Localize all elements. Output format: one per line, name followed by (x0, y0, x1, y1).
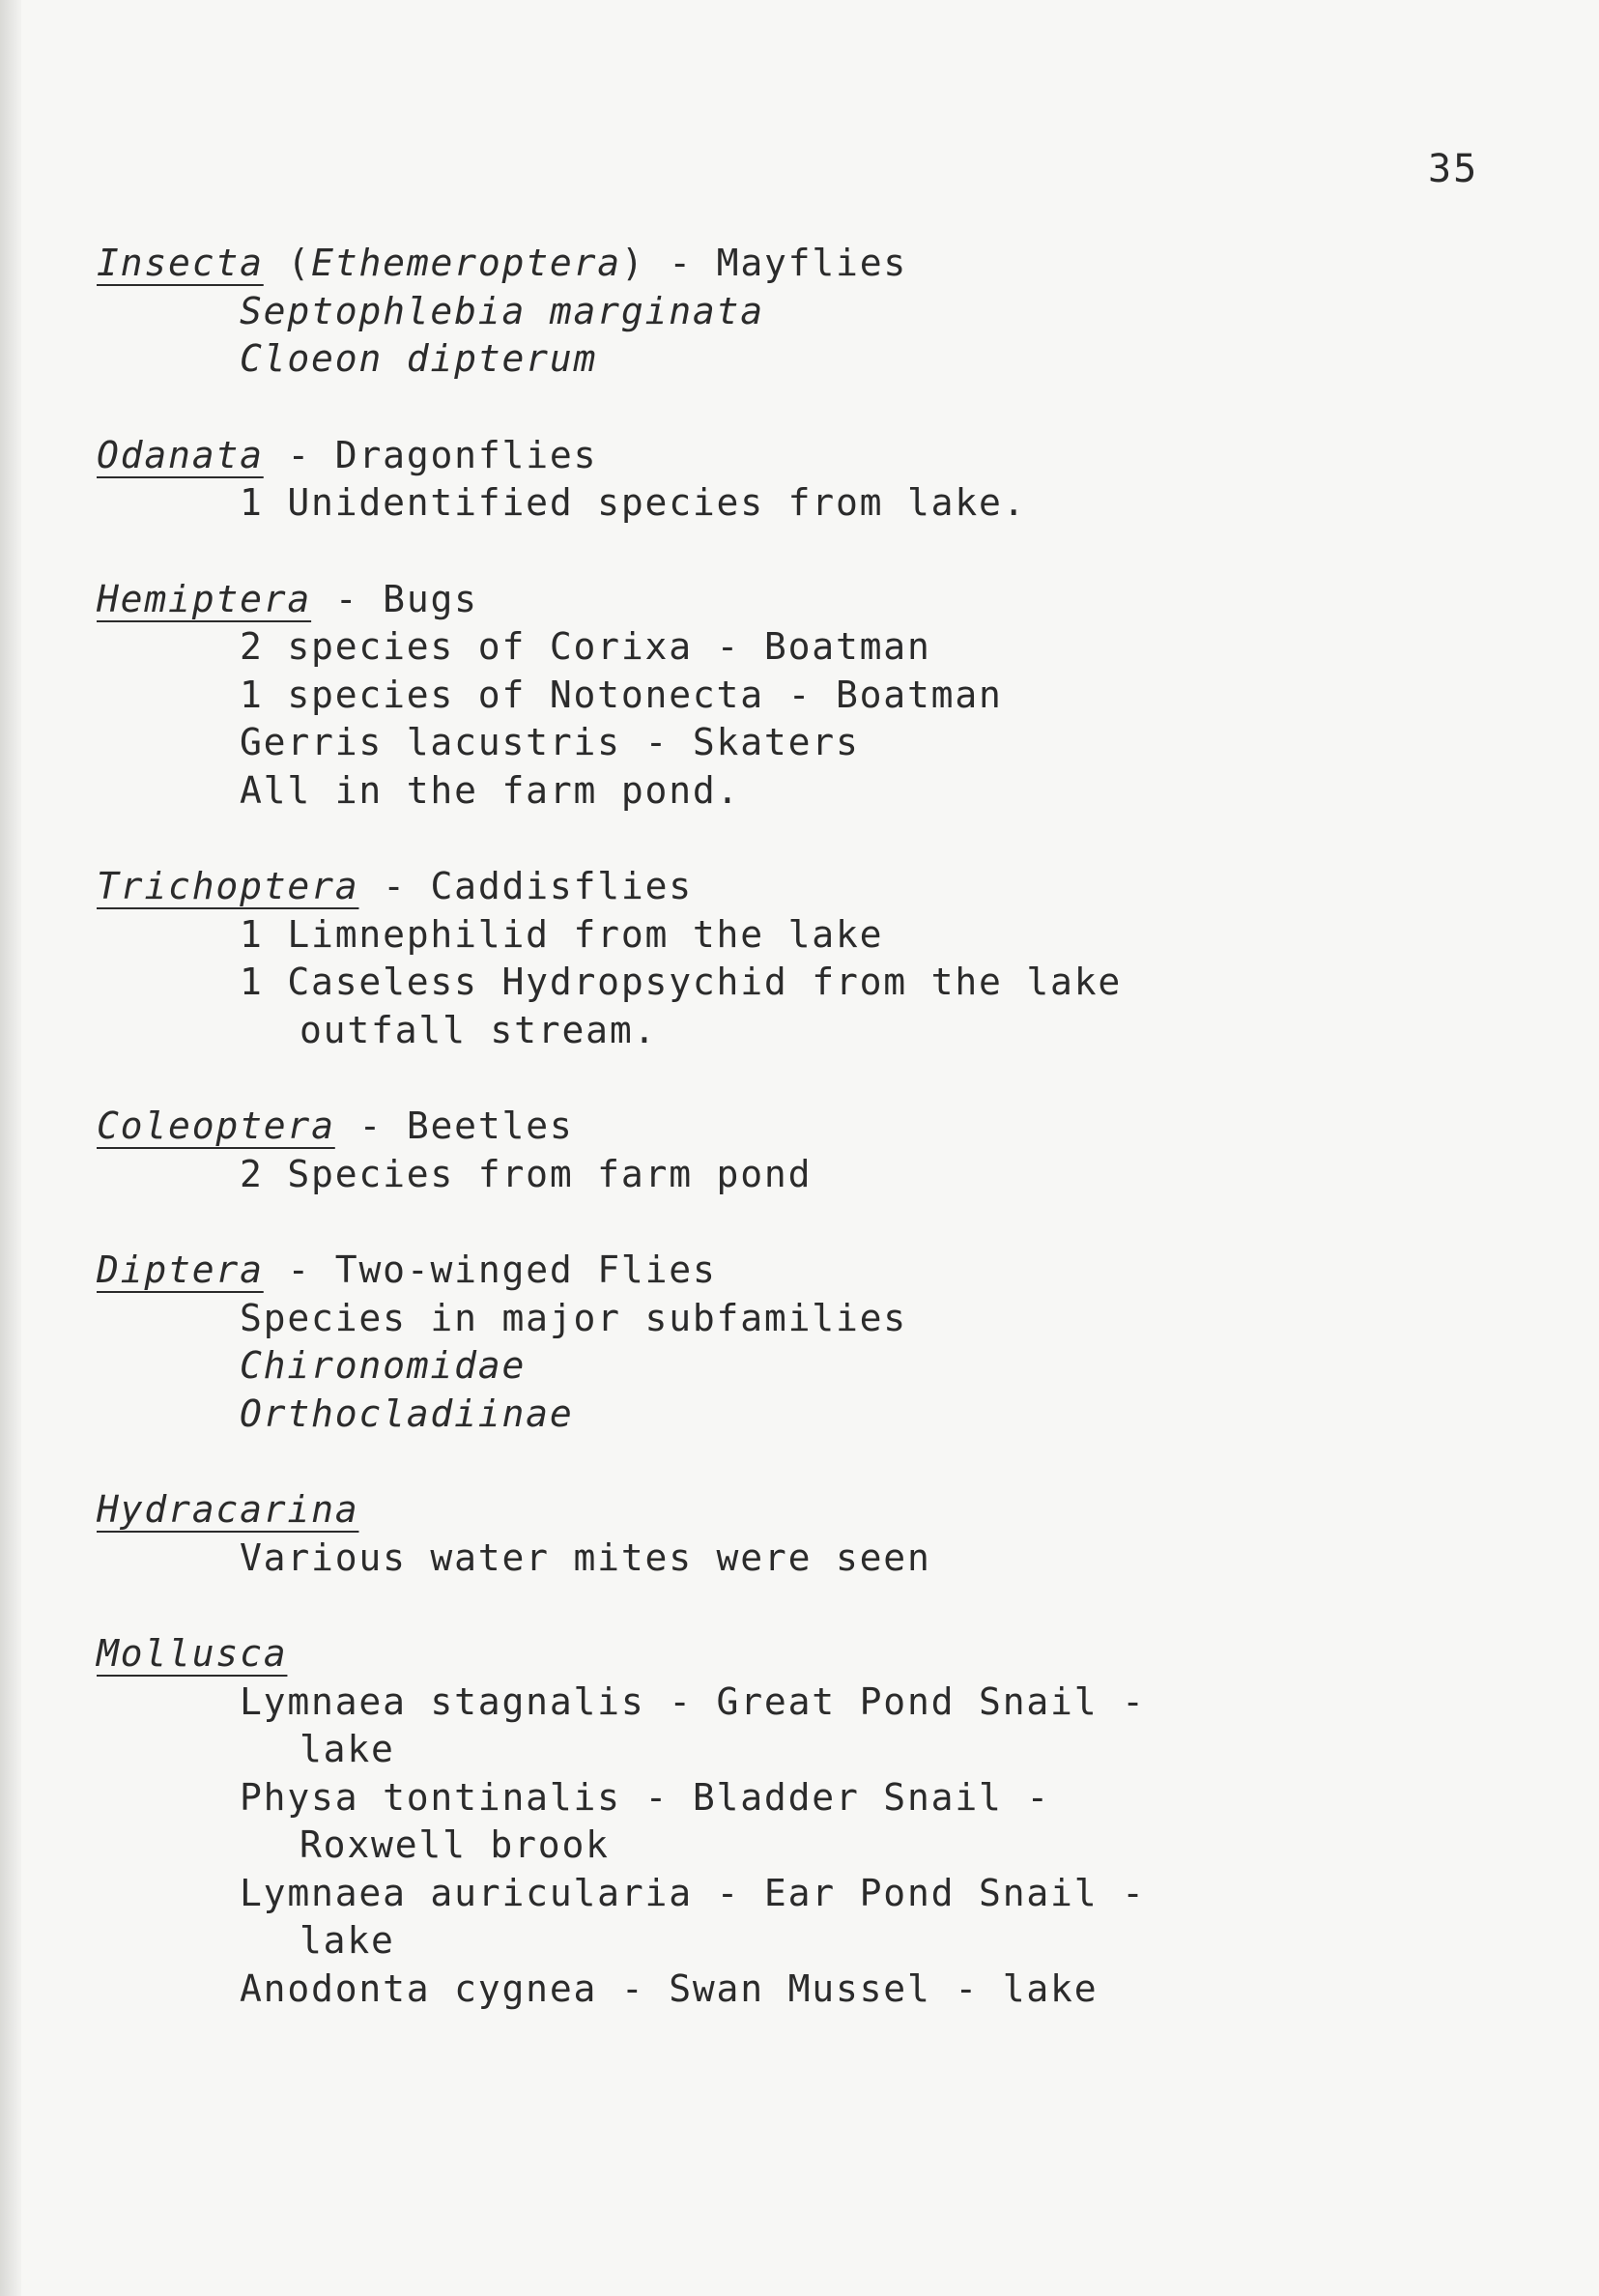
taxon-name: Odanata (97, 433, 264, 476)
species-line: 1 Limnephilid from the lake (240, 912, 884, 956)
species-line: 2 species of Corixa - Boatman (240, 625, 931, 668)
species-line: Physa tontinalis - Bladder Snail - (240, 1775, 1051, 1819)
species-line: Lymnaea auricularia - Ear Pond Snail - (240, 1871, 1146, 1914)
species-line: 1 Caseless Hydropsychid from the lake (240, 961, 1123, 1003)
section-insecta (97, 240, 1488, 384)
section-hydracarina (97, 1486, 1488, 1582)
section-heading (97, 1630, 1488, 1679)
section-heading (97, 1247, 1488, 1295)
section-diptera (97, 1247, 1488, 1438)
section-heading (97, 576, 1488, 624)
page-number: 35 (1428, 147, 1479, 191)
taxon-name: Mollusca (97, 1632, 288, 1675)
species-line: 2 Species from farm pond (240, 1152, 813, 1195)
species-line-continuation: lake (300, 1728, 395, 1770)
species-line: Lymnaea stagnalis - Great Pond Snail - (240, 1679, 1146, 1723)
species-list (97, 240, 1488, 2061)
heading-common-name: - Beetles (334, 1105, 574, 1147)
species-line: 1 Unidentified species from lake. (240, 481, 1027, 524)
section-trichoptera (97, 863, 1488, 1054)
species-line: Gerris lacustris - Skaters (240, 721, 860, 763)
species-line: Orthocladiinae (240, 1392, 574, 1435)
species-line: Cloeon dipterum (240, 337, 598, 380)
section-odanata (97, 432, 1488, 528)
taxon-name: Trichoptera (97, 865, 359, 907)
species-line: Various water mites were seen (240, 1535, 931, 1579)
taxon-name: Diptera (97, 1248, 264, 1291)
section-heading (97, 432, 1488, 480)
section-mollusca (97, 1630, 1488, 2013)
species-line: Chironomidae (240, 1344, 527, 1387)
species-line: All in the farm pond. (240, 768, 741, 812)
species-line-continuation: outfall stream. (300, 1008, 658, 1051)
taxon-name: Insecta (97, 242, 264, 284)
taxon-order: Ethemeroptera (311, 242, 621, 284)
species-line-continuation: lake (300, 1919, 395, 1962)
taxon-name: Hemiptera (97, 577, 312, 620)
species-line-continuation: Roxwell brook (300, 1823, 610, 1866)
section-coleoptera (97, 1103, 1488, 1198)
heading-common-name: - Bugs (311, 577, 478, 620)
section-heading: Insecta (Ethemeroptera) - Mayflies (97, 242, 908, 284)
heading-common-name: - Two-winged Flies (263, 1248, 717, 1291)
taxon-name: Coleoptera (97, 1105, 335, 1147)
section-hemiptera (97, 576, 1488, 816)
species-line: Septophlebia marginata (240, 289, 764, 332)
heading-common-name: - Caddisflies (358, 865, 693, 907)
species-line: 1 species of Notonecta - Boatman (240, 673, 1003, 716)
species-line: Anodonta cygnea - Swan Mussel - lake (240, 1966, 1099, 2010)
species-line: Species in major subfamilies (240, 1296, 907, 1339)
page-edge-shadow (0, 0, 21, 2296)
taxon-name: Hydracarina (97, 1488, 359, 1531)
section-heading (97, 863, 1488, 911)
heading-common-name: - Dragonflies (263, 433, 598, 476)
section-heading (97, 1103, 1488, 1151)
section-heading (97, 1486, 1488, 1535)
